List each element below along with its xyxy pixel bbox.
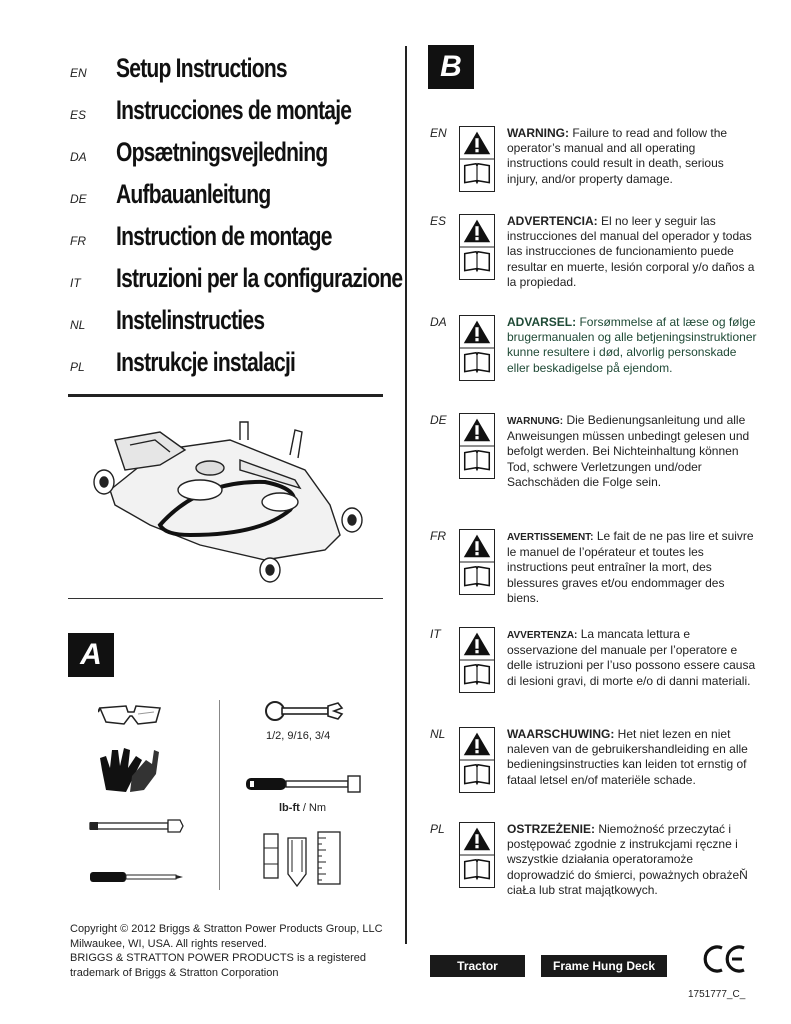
column-divider bbox=[405, 46, 407, 944]
title-text: Instruction de montage bbox=[116, 221, 332, 251]
warning-body: Forsømmelse af at læse og følge brugermanualen og alle betjeningsinstruktioner kunne resultere i død, alvorlig personskade eller beskadigelse på ejendom. bbox=[507, 315, 757, 375]
frame-hung-deck-label: Frame Hung Deck bbox=[541, 955, 667, 977]
warning-keyword: WARNING: bbox=[507, 126, 569, 140]
safety-glasses-icon bbox=[98, 700, 162, 730]
illustration-divider bbox=[68, 598, 383, 599]
title-text: Instelinstructies bbox=[116, 305, 265, 335]
title-lang: DA bbox=[70, 150, 87, 164]
warning-lang: ES bbox=[430, 214, 447, 228]
title-lang: DE bbox=[70, 192, 87, 206]
warning-body: Le fait de ne pas lire et suivre le manuel de l’opérateur et toutes les instructions peut entraîner la mort, des blessures graves et/ou endommager des biens. bbox=[507, 529, 754, 605]
title-row bbox=[70, 170, 390, 210]
warning-body: Failure to read and follow the operator’s manual and all operating instructions could result in death, serious injury, and/or property damage. bbox=[507, 126, 728, 186]
tractor-label: Tractor bbox=[430, 955, 525, 977]
warning-lang: FR bbox=[430, 529, 446, 543]
warning-keyword: ADVARSEL: bbox=[507, 315, 577, 329]
warning-text bbox=[507, 315, 757, 376]
mower-deck-illustration bbox=[90, 410, 380, 590]
warning-manual-icon bbox=[459, 822, 495, 888]
warning-text bbox=[507, 214, 757, 290]
copyright-line: BRIGGS & STRATTON POWER PRODUCTS is a registered bbox=[70, 952, 367, 964]
warning-manual-icon bbox=[459, 413, 495, 479]
warning-keyword: AVVERTENZA: bbox=[507, 630, 578, 641]
title-text: Instrukcje instalacji bbox=[116, 347, 296, 377]
title-row bbox=[70, 128, 390, 168]
warning-body: Die Bedienungsanleitung und alle Anweisungen müssen unbedingt gelesen und befolgt werden. Bei Nichteinhaltung können Tod, schwere Verletzungen und/oder Sachschäden die Folge sein. bbox=[507, 413, 750, 489]
title-row bbox=[70, 44, 390, 84]
gloves-icon bbox=[96, 740, 160, 796]
title-text: Opsætningsvejledning bbox=[116, 137, 328, 167]
warning-lang: EN bbox=[430, 126, 447, 140]
warning-manual-icon bbox=[459, 315, 495, 381]
title-text: Aufbauanleitung bbox=[116, 179, 271, 209]
title-lang: NL bbox=[70, 318, 86, 332]
warning-keyword: WAARSCHUWING: bbox=[507, 727, 615, 741]
torque-unit-secondary: / Nm bbox=[299, 802, 327, 814]
warning-keyword: WARNUNG: bbox=[507, 416, 564, 427]
warning-lang: PL bbox=[430, 822, 445, 836]
title-lang: ES bbox=[70, 108, 87, 122]
title-text: Istruzioni per la configurazione bbox=[116, 263, 403, 293]
warning-text bbox=[507, 126, 757, 187]
warning-body: Het niet lezen en niet naleven van de gebruikershandleiding en alle bedieningsinstructies kan leiden tot ernstig of fataal letsel en/of materiële schade. bbox=[507, 727, 748, 787]
torque-unit-primary: lb-ft bbox=[279, 802, 300, 814]
warning-text bbox=[507, 727, 757, 788]
warning-lang: NL bbox=[430, 727, 446, 741]
warning-body: La mancata lettura e osservazione del manuale per l’operatore e delle istruzioni per l’uso possono essere causa di lesioni gravi, di morte e/o di danni materiali. bbox=[507, 627, 756, 688]
title-text: Instrucciones de montaje bbox=[116, 95, 352, 125]
wrench-sizes-label: 1/2, 9/16, 3/4 bbox=[266, 730, 331, 742]
wrench-icon bbox=[264, 700, 344, 722]
title-lang: FR bbox=[70, 234, 86, 248]
measuring-tools-icon bbox=[262, 830, 344, 888]
socket-extension-icon bbox=[88, 816, 184, 836]
title-row bbox=[70, 296, 390, 336]
title-row bbox=[70, 212, 390, 252]
warning-lang: DE bbox=[430, 413, 447, 427]
section-b-badge: B bbox=[428, 45, 474, 89]
warning-manual-icon bbox=[459, 627, 495, 693]
warning-body: Niemożność przeczytać i postępować zgodnie z instrukcjami ręczne i wszystkie działania operatoramoże doprowadzić do śmierci, poważnych obrażeŇ ciaŁa lub strat majątkowych. bbox=[507, 822, 748, 897]
copyright-line: Copyright © 2012 Briggs & Stratton Power Products Group, LLC bbox=[70, 923, 383, 935]
torque-wrench-icon bbox=[244, 770, 364, 798]
copyright-block bbox=[70, 922, 390, 980]
warning-text bbox=[507, 822, 757, 898]
warning-manual-icon bbox=[459, 727, 495, 793]
section-a-badge: A bbox=[68, 633, 114, 677]
title-text: Setup Instructions bbox=[116, 53, 287, 83]
torque-unit-label bbox=[279, 802, 326, 814]
part-number: 1751777_C_ bbox=[688, 989, 746, 1000]
tools-divider bbox=[219, 700, 220, 890]
title-row bbox=[70, 254, 403, 294]
title-row bbox=[70, 338, 390, 378]
warning-manual-icon bbox=[459, 126, 495, 192]
warning-text bbox=[507, 413, 757, 490]
title-lang: PL bbox=[70, 360, 85, 374]
title-lang: EN bbox=[70, 66, 87, 80]
warning-manual-icon bbox=[459, 214, 495, 280]
copyright-line: Milwaukee, WI, USA. All rights reserved. bbox=[70, 937, 267, 950]
warning-lang: DA bbox=[430, 315, 447, 329]
copyright-line: trademark of Briggs & Stratton Corporation bbox=[70, 966, 279, 979]
warning-keyword: ADVERTENCIA: bbox=[507, 214, 598, 228]
ce-mark-icon bbox=[702, 944, 748, 974]
warning-manual-icon bbox=[459, 529, 495, 595]
warning-keyword: AVERTISSEMENT: bbox=[507, 532, 594, 543]
title-lang: IT bbox=[70, 276, 81, 290]
title-divider bbox=[68, 394, 383, 397]
warning-text bbox=[507, 627, 757, 689]
title-row bbox=[70, 86, 390, 126]
warning-keyword: OSTRZEŻENIE: bbox=[507, 822, 596, 836]
warning-text bbox=[507, 529, 757, 606]
screwdriver-icon bbox=[88, 868, 184, 886]
warning-body: El no leer y seguir las instrucciones del manual del operador y todas las instrucciones de funcionamiento puede resultar en muerte, lesión corporal y/o daños a la propiedad. bbox=[507, 214, 755, 289]
warning-lang: IT bbox=[430, 627, 441, 641]
